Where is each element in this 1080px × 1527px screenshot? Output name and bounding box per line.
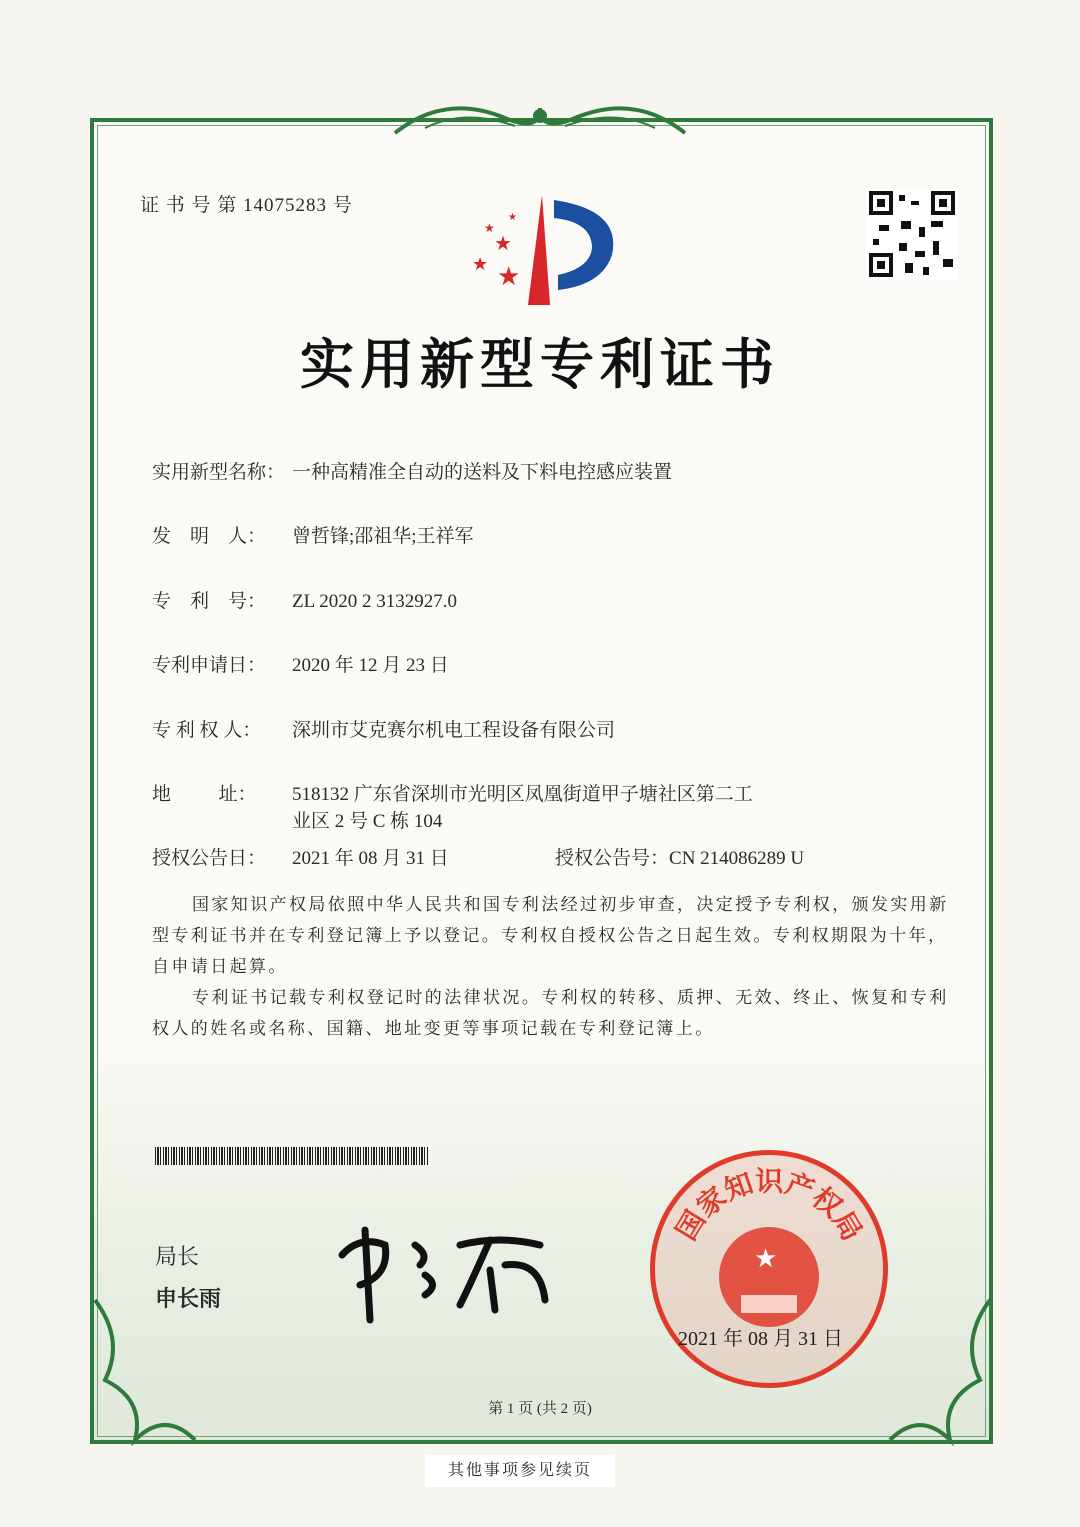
qr-code[interactable]	[866, 188, 958, 280]
signature-image	[330, 1215, 560, 1325]
field-label: 专利申请日：	[152, 655, 267, 676]
field-value: 深圳市艾克赛尔机电工程设备有限公司	[292, 720, 616, 741]
field-label: 专 利 号：	[152, 591, 267, 612]
national-emblem-icon	[719, 1227, 819, 1327]
field-address	[152, 779, 753, 806]
svg-text:★: ★	[508, 212, 517, 223]
field-utility-model-name	[152, 457, 672, 484]
field-value: 曾哲锋;邵祖华;王祥军	[292, 526, 474, 547]
field-label: 授权公告日：	[152, 848, 267, 869]
field-value: 518132 广东省深圳市光明区凤凰街道甲子塘社区第二工	[292, 784, 753, 805]
field-address-line2: 业区 2 号 C 栋 104	[292, 811, 443, 832]
seal-date: 2021 年 08 月 31 日	[678, 1328, 843, 1350]
svg-text:★: ★	[494, 233, 512, 255]
statement-paragraph: 专利证书记载专利权登记时的法律状况。专利权的转移、质押、无效、终止、恢复和专利权人的姓名或名称、国籍、地址变更等事项记载在专利登记簿上。	[152, 988, 949, 1038]
field-value: 一种高精准全自动的送料及下料电控感应装置	[292, 462, 673, 483]
corner-ornament-icon	[880, 1280, 1000, 1450]
field-grant-number	[555, 843, 804, 870]
field-label: 实用新型名称：	[152, 462, 286, 483]
field-patent-number	[152, 586, 457, 613]
field-inventors	[152, 521, 474, 548]
cnipa-logo-icon	[462, 190, 622, 310]
page-title: 实用新型专利证书	[300, 335, 780, 395]
certificate-number: 证 书 号 第 14075283 号	[140, 195, 353, 216]
svg-text:★: ★	[484, 221, 495, 235]
field-label: 专 利 权 人：	[152, 720, 262, 741]
statement-paragraph: 国家知识产权局依照中华人民共和国专利法经过初步审查，决定授予专利权，颁发实用新型专利证书并在专利登记簿上予以登记。专利权自授权公告之日起生效。专利权期限为十年，自申请日起算。	[152, 895, 949, 976]
barcode	[155, 1147, 429, 1165]
field-value: 2020 年 12 月 23 日	[292, 655, 449, 676]
field-value: CN 214086289 U	[669, 848, 805, 869]
field-value: 2021 年 08 月 31 日	[292, 848, 449, 869]
field-label: 授权公告号：	[555, 848, 670, 869]
page-indicator: 第 1 页 (共 2 页)	[488, 1401, 592, 1417]
field-application-date	[152, 650, 449, 677]
top-ornament-icon	[385, 88, 695, 148]
field-grant-date	[152, 843, 449, 870]
field-value: ZL 2020 2 3132927.0	[292, 591, 458, 612]
field-patentee	[152, 715, 615, 742]
field-label: 发 明 人：	[152, 526, 267, 547]
svg-text:★: ★	[497, 262, 521, 291]
svg-text:★: ★	[472, 254, 489, 274]
signatory-name: 申长雨	[155, 1286, 222, 1311]
seal-text: 国家知识产权局	[671, 1166, 868, 1247]
signatory-title: 局长	[155, 1244, 200, 1269]
field-label: 地 址：	[152, 784, 257, 805]
qr-code-icon	[869, 191, 955, 277]
svg-text:★: ★	[754, 1244, 778, 1273]
official-seal	[650, 1150, 888, 1388]
continuation-note: 其他事项参见续页	[425, 1455, 615, 1487]
